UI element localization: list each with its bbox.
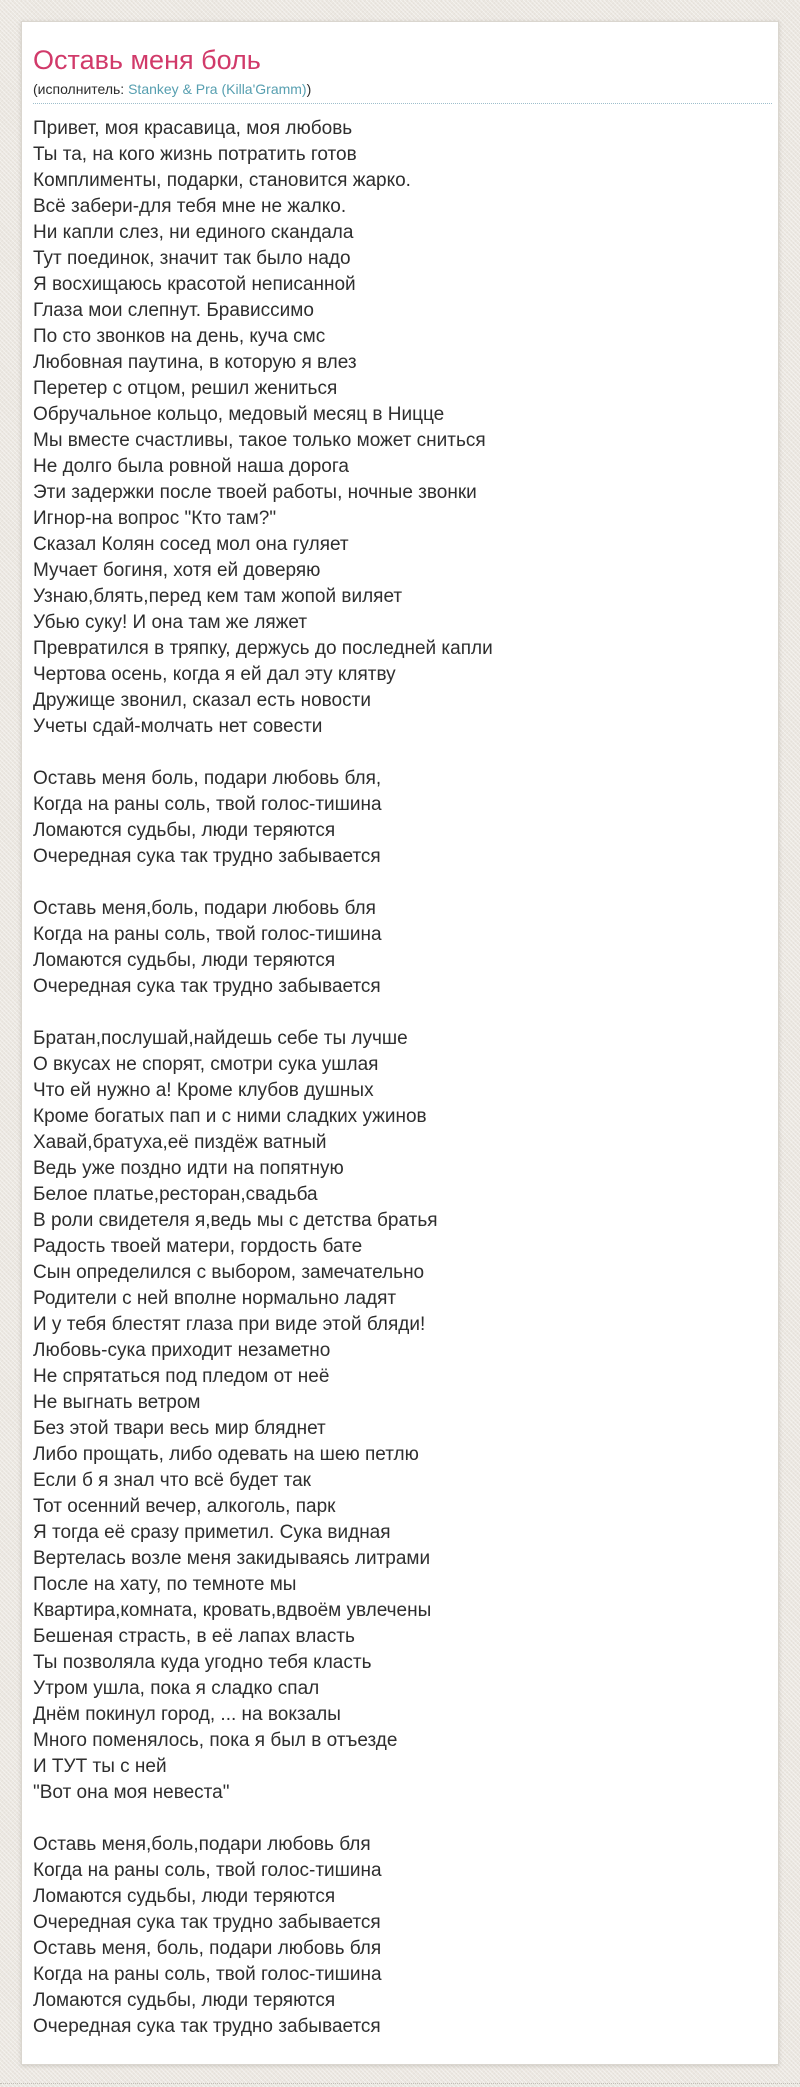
lyrics-stanza [33,116,772,740]
lyric-line: Оставь меня,боль,подари любовь бля [33,1834,371,1855]
lyric-line: Любовь-сука приходит незаметно [33,1340,331,1361]
lyric-line: Ломаются судьбы, люди теряются [33,1990,336,2011]
lyric-line: Сказал Колян сосед мол она гуляет [33,534,349,555]
lyric-line: Дружище звонил, сказал есть новости [33,690,371,711]
lyric-line: Глаза мои слепнут. Брависсимо [33,300,314,321]
lyrics-text [33,104,772,2040]
lyric-line: Оставь меня,боль, подари любовь бля [33,898,376,919]
lyric-line: "Вот она моя невеста" [33,1782,230,1803]
lyric-line: Убью суку! И она там же ляжет [33,612,308,633]
lyric-line: Тут поединок, значит так было надо [33,248,351,269]
lyric-line: После на хату, по темноте мы [33,1574,297,1595]
lyric-line: Родители с ней вполне нормально ладят [33,1288,397,1309]
lyric-line: Ты позволяла куда угодно тебя класть [33,1652,372,1673]
lyric-line: Привет, моя красавица, моя любовь [33,118,353,139]
lyric-line: Очередная сука так трудно забывается [33,846,381,867]
lyric-line: Эти задержки после твоей работы, ночные звонки [33,482,477,503]
artist-line [33,80,772,99]
lyric-line: По сто звонков на день, куча смс [33,326,326,347]
lyric-line: Очередная сука так трудно забывается [33,2016,381,2037]
lyric-line: Оставь меня, боль, подари любовь бля [33,1938,382,1959]
lyric-line: Чертова осень, когда я ей дал эту клятву [33,664,396,685]
lyric-line: Перетер с отцом, решил жениться [33,378,338,399]
lyric-line: Братан,послушай,найдешь себе ты лучше [33,1028,408,1049]
lyric-line: Ты та, на кого жизнь потратить готов [33,144,357,165]
lyrics-stanza [33,1832,772,2040]
lyric-line: И ТУТ ты с ней [33,1756,167,1777]
lyric-line: Ломаются судьбы, люди теряются [33,1886,336,1907]
lyric-line: Радость твоей матери, гордость бате [33,1236,363,1257]
lyric-line: Не долго была ровной наша дорога [33,456,349,477]
lyric-line: Оставь меня боль, подари любовь бля, [33,768,382,789]
lyrics-stanza [33,896,772,1000]
song-header [33,44,772,104]
lyric-line: Я тогда её сразу приметил. Сука видная [33,1522,391,1543]
lyric-line: Игнор-на вопрос "Кто там?" [33,508,277,529]
lyric-line: Тот осенний вечер, алкоголь, парк [33,1496,336,1517]
lyric-line: Обручальное кольцо, медовый месяц в Ницце [33,404,445,425]
lyrics-stanza [33,1026,772,1806]
lyrics-stanza [33,766,772,870]
artist-label: (исполнитель: [33,81,129,97]
lyric-line: Узнаю,блять,перед кем там жопой виляет [33,586,403,607]
lyric-line: Любовная паутина, в которую я влез [33,352,357,373]
lyric-line: Когда на раны соль, твой голос-тишина [33,924,382,945]
artist-link[interactable]: Stankey & Pra (Killa'Gramm) [128,81,307,97]
lyric-line: Не выгнать ветром [33,1392,201,1413]
lyric-line: Либо прощать, либо одевать на шею петлю [33,1444,419,1465]
lyric-line: Ломаются судьбы, люди теряются [33,950,336,971]
lyric-line: Всё забери-для тебя мне не жалко. [33,196,347,217]
artist-close-paren: ) [306,81,312,97]
lyric-line: Мучает богиня, хотя ей доверяю [33,560,321,581]
lyric-line: Утром ушла, пока я сладко спал [33,1678,320,1699]
lyric-line: Ни капли слез, ни единого скандала [33,222,354,243]
lyric-line: Белое платье,ресторан,свадьба [33,1184,318,1205]
lyric-line: Днём покинул город, ... на вокзалы [33,1704,341,1725]
lyric-line: Хавай,братуха,её пиздёж ватный [33,1132,327,1153]
lyric-line: Я восхищаюсь красотой неписанной [33,274,356,295]
lyric-line: Много поменялось, пока я был в отъезде [33,1730,398,1751]
lyric-line: Когда на раны соль, твой голос-тишина [33,794,382,815]
lyric-line: Вертелась возле меня закидываясь литрами [33,1548,431,1569]
lyric-line: Без этой твари весь мир бляднет [33,1418,326,1439]
lyric-line: И у тебя блестят глаза при виде этой бляди! [33,1314,426,1335]
lyric-line: Что ей нужно а! Кроме клубов душных [33,1080,374,1101]
lyric-line: Ломаются судьбы, люди теряются [33,820,336,841]
lyrics-card [21,21,779,2065]
lyric-line: Очередная сука так трудно забывается [33,1912,381,1933]
bottom-dotted-line [0,2083,800,2084]
lyric-line: Учеты сдай-молчать нет совести [33,716,323,737]
lyric-line: Очередная сука так трудно забывается [33,976,381,997]
lyric-line: Сын определился с выбором, замечательно [33,1262,425,1283]
lyric-line: Когда на раны соль, твой голос-тишина [33,1964,382,1985]
lyric-line: Если б я знал что всё будет так [33,1470,311,1491]
lyric-line: Квартира,комната, кровать,вдвоём увлечены [33,1600,432,1621]
lyric-line: Кроме богатых пап и с ними сладких ужинов [33,1106,427,1127]
lyric-line: О вкусах не спорят, смотри сука ушлая [33,1054,379,1075]
song-title: Оставь меня боль [33,45,261,75]
lyric-line: Когда на раны соль, твой голос-тишина [33,1860,382,1881]
lyric-line: Ведь уже поздно идти на попятную [33,1158,344,1179]
lyric-line: Превратился в тряпку, держусь до последней капли [33,638,493,659]
lyric-line: Комплименты, подарки, становится жарко. [33,170,411,191]
lyric-line: Мы вместе счастливы, такое только может сниться [33,430,486,451]
lyric-line: Не спрятаться под пледом от неё [33,1366,330,1387]
lyric-line: В роли свидетеля я,ведь мы с детства братья [33,1210,438,1231]
lyric-line: Бешеная страсть, в её лапах власть [33,1626,355,1647]
